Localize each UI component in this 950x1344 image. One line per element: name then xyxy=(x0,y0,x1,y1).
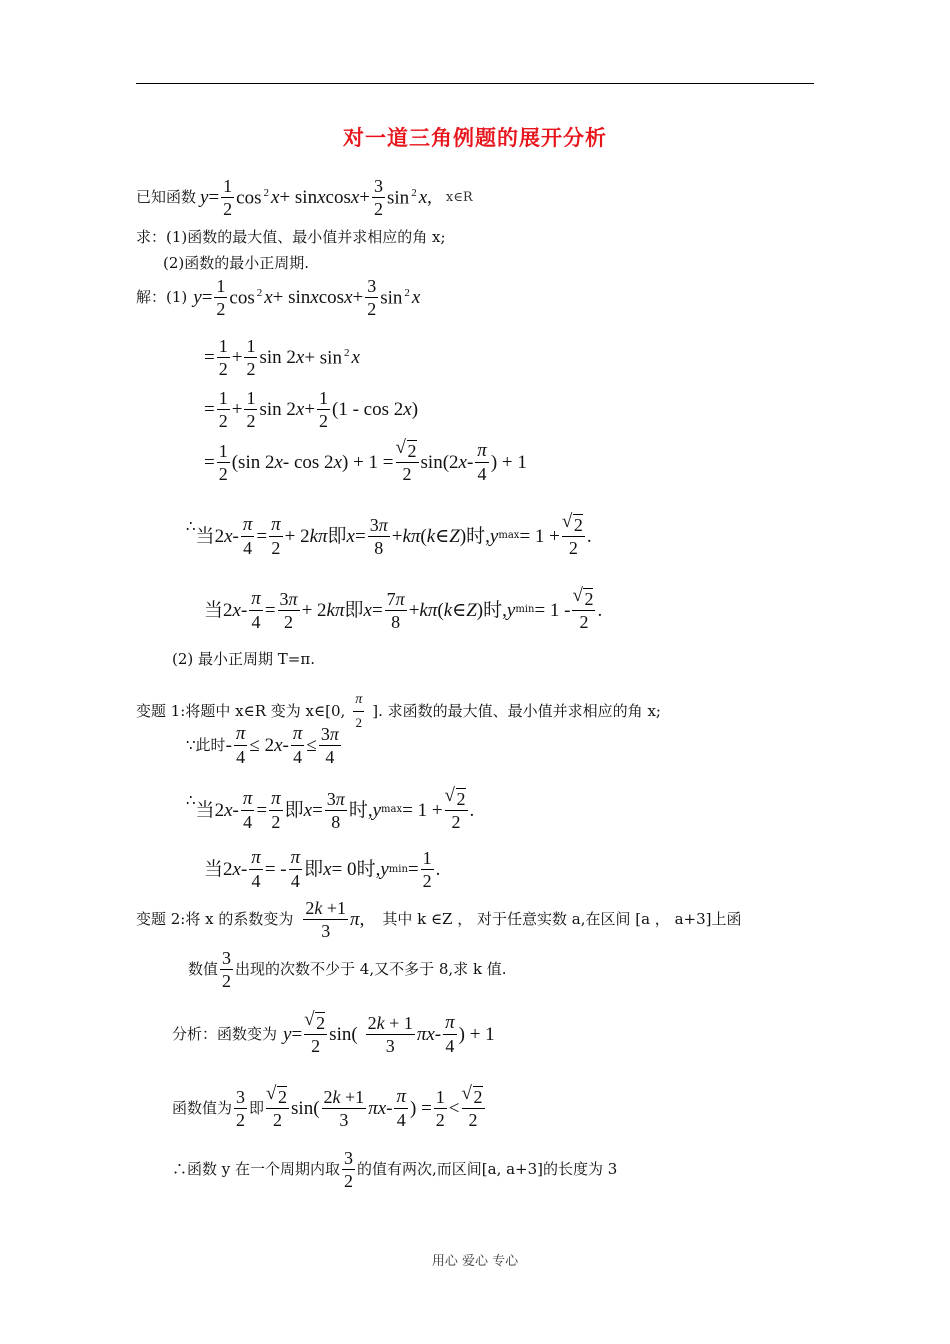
analysis-line: 分析：函数变为 y = √ $\frac{2}{2}$ sin( 2k + 1 3 πx - π 4 ) + 1 xyxy=(172,1012,495,1056)
solution-line-4: = $\frac{1}{2}$ (sin 2 x - cos 2 x ) + 1 = √ $\frac{2}{2}$ sin(2 x - π 4 ) + 1 xyxy=(204,440,527,484)
because-sign: ∵ xyxy=(186,736,196,754)
ask-line-2: (2)函数的最小正周期. xyxy=(163,254,310,272)
value-line: 函数值为 3 2 即 √ 2 2 sin( 2k +1 3 πx - π 4 ) = $\frac{1}{2}$ < √ 2 2 xyxy=(172,1086,487,1130)
variant-2-statement: 变题 2:将 x 的系数变为 2k +1 3 π , 其中 k ∈Z ， 对于任意实数 a,在区间 [a ， a+3]上函 xyxy=(136,898,742,941)
period-answer: (2) 最小正周期 T=π. xyxy=(172,650,315,668)
solution-line-2: = $\frac{1}{2}$ + $\frac{1}{2}$ sin 2 x + sin $^2$ x xyxy=(204,336,360,379)
dang-1: 当 xyxy=(195,525,215,547)
ask-line-1: 求：(1)函数的最大值、最小值并求相应的角 x; xyxy=(136,228,446,246)
analysis-label: 分析：函数变为 xyxy=(172,1024,278,1043)
variant-1-statement: 变题 1:将题中 x∈R 变为 x∈[0, π 2 ]. 求函数的最大值、最小值并求相应的角 x; xyxy=(136,692,661,730)
header-rule xyxy=(136,83,814,84)
given-domain: x∈R xyxy=(445,190,473,205)
variant-2-line-2: 数值 3 2 出现的次数不少于 4,又不多于 8,求 k 值. xyxy=(188,948,507,991)
solution-label: 解：(1) xyxy=(136,288,188,306)
max-case: ∴ 当 2 x - $\frac{\pi}{4}$ = $\frac{\pi}{2}$ + 2 kπ 即 x = $\frac{3\pi}{8}$ + kπ ( k ∈ Z ) 时 , y max = 1 + √ $\frac{2}{2}$ . xyxy=(186,514,592,558)
page-title: 对一道三角例题的展开分析 xyxy=(343,125,607,150)
therefore-sign: ∴ xyxy=(186,516,196,535)
last-line: ∴函数 y 在一个周期内取 3 2 的值有两次,而区间[a, a+3]的长度为 3 xyxy=(172,1148,618,1191)
variant-1-min: 当 2 x - $\frac{\pi}{4}$ = - π 4 即 x = 0 时 , y min = $\frac{1}{2}$ . xyxy=(204,847,441,891)
min-case: 当 2 x - $\frac{\pi}{4}$ = $\frac{3\pi}{2}$ + 2 kπ 即 x = $\frac{7\pi}{8}$ + kπ ( k ∈ Z ) 时 , y min = 1 - √ 2 2 . xyxy=(204,588,602,632)
solution-line-3: = $\frac{1}{2}$ + $\frac{1}{2}$ sin 2 x + $\frac{1}{2}$ (1 - cos 2 x ) xyxy=(204,388,419,431)
given-prefix: 已知函数 xyxy=(136,188,197,206)
page-footer: 用心 爱心 专心 xyxy=(431,1254,519,1269)
given-line: 已知函数 y = $\frac{1}{2}$ cos $^2$ x + sin x cos x + $\frac{3}{2}$ sin $^2$ x , x∈R xyxy=(136,176,473,219)
variant-1-range: ∵ 此时 - $\frac{\pi}{4}$ ≤ 2 x - $\frac{\pi}{4}$ ≤ $\frac{3\pi}{4}$ xyxy=(186,723,339,767)
variant-1-max: ∴ 当 2 x - $\frac{\pi}{4}$ = $\frac{\pi}{2}$ 即 x = $\frac{3\pi}{8}$ 时 , y max = 1 + √ $\frac{2}{2}$ . xyxy=(186,788,474,832)
solution-line-1: 解：(1) y = $\frac{1}{2}$ cos $^2$ x + sin x cos x + $\frac{3}{2}$ sin $^2$ x xyxy=(136,276,421,319)
